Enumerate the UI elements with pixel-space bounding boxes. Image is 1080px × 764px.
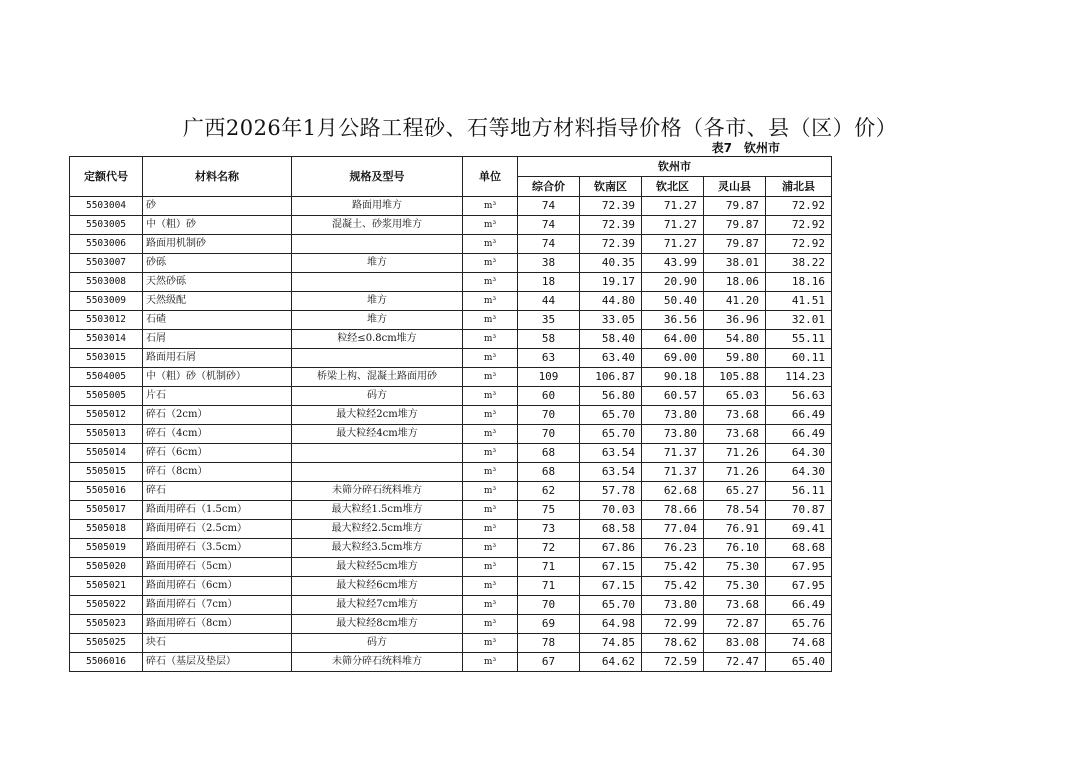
price-pubei: 65.40 <box>766 653 832 672</box>
price-qinnan: 64.98 <box>580 615 642 634</box>
header-col-composite: 综合价 <box>518 177 580 197</box>
price-qinnan: 67.15 <box>580 577 642 596</box>
material-unit: m³ <box>463 653 518 672</box>
material-unit: m³ <box>463 292 518 311</box>
price-pubei: 72.92 <box>766 216 832 235</box>
table-row <box>70 520 832 539</box>
price-qinnan: 70.03 <box>580 501 642 520</box>
price-pubei: 72.92 <box>766 235 832 254</box>
material-code: 5503008 <box>70 273 143 292</box>
price-qinnan: 65.70 <box>580 406 642 425</box>
price-composite: 38 <box>518 254 580 273</box>
price-lingshan: 38.01 <box>704 254 766 273</box>
price-lingshan: 41.20 <box>704 292 766 311</box>
material-name: 碎石（4cm） <box>143 425 292 444</box>
material-name: 碎石（6cm） <box>143 444 292 463</box>
material-spec: 最大粒经5cm堆方 <box>292 558 463 577</box>
material-spec: 堆方 <box>292 311 463 330</box>
price-pubei: 66.49 <box>766 596 832 615</box>
material-code: 5505016 <box>70 482 143 501</box>
price-qinnan: 65.70 <box>580 596 642 615</box>
price-pubei: 69.41 <box>766 520 832 539</box>
table-row <box>70 235 832 254</box>
price-pubei: 67.95 <box>766 558 832 577</box>
price-qinbei: 78.66 <box>642 501 704 520</box>
price-composite: 74 <box>518 235 580 254</box>
price-qinnan: 65.70 <box>580 425 642 444</box>
material-code: 5505018 <box>70 520 143 539</box>
material-unit: m³ <box>463 444 518 463</box>
table-row <box>70 311 832 330</box>
price-qinbei: 77.04 <box>642 520 704 539</box>
header-col-qinnan: 钦南区 <box>580 177 642 197</box>
price-pubei: 41.51 <box>766 292 832 311</box>
table-row <box>70 539 832 558</box>
price-lingshan: 72.87 <box>704 615 766 634</box>
price-qinnan: 72.39 <box>580 197 642 216</box>
table-row <box>70 349 832 368</box>
material-code: 5505017 <box>70 501 143 520</box>
material-spec: 最大粒经2.5cm堆方 <box>292 520 463 539</box>
material-spec <box>292 444 463 463</box>
material-code: 5505015 <box>70 463 143 482</box>
price-lingshan: 65.27 <box>704 482 766 501</box>
price-pubei: 74.68 <box>766 634 832 653</box>
material-spec: 最大粒经7cm堆方 <box>292 596 463 615</box>
material-code: 5505023 <box>70 615 143 634</box>
price-composite: 67 <box>518 653 580 672</box>
header-code: 定额代号 <box>70 157 143 197</box>
material-name: 碎石 <box>143 482 292 501</box>
material-unit: m³ <box>463 634 518 653</box>
price-pubei: 64.30 <box>766 444 832 463</box>
price-qinbei: 20.90 <box>642 273 704 292</box>
price-composite: 58 <box>518 330 580 349</box>
price-lingshan: 78.54 <box>704 501 766 520</box>
price-pubei: 56.11 <box>766 482 832 501</box>
table-row <box>70 425 832 444</box>
material-unit: m³ <box>463 425 518 444</box>
price-qinbei: 75.42 <box>642 558 704 577</box>
price-qinbei: 69.00 <box>642 349 704 368</box>
material-name: 块石 <box>143 634 292 653</box>
material-unit: m³ <box>463 197 518 216</box>
price-qinbei: 64.00 <box>642 330 704 349</box>
price-lingshan: 75.30 <box>704 577 766 596</box>
material-name: 碎石（8cm） <box>143 463 292 482</box>
material-name: 碎石（基层及垫层） <box>143 653 292 672</box>
price-pubei: 18.16 <box>766 273 832 292</box>
price-composite: 74 <box>518 197 580 216</box>
material-code: 5504005 <box>70 368 143 387</box>
document-title: 广西2026年1月公路工程砂、石等地方材料指导价格（各市、县（区）价） <box>182 116 898 140</box>
table-row <box>70 577 832 596</box>
price-pubei: 64.30 <box>766 463 832 482</box>
material-name: 路面用碎石（2.5cm） <box>143 520 292 539</box>
price-pubei: 56.63 <box>766 387 832 406</box>
price-composite: 78 <box>518 634 580 653</box>
header-unit: 单位 <box>463 157 518 197</box>
price-qinbei: 71.27 <box>642 235 704 254</box>
material-unit: m³ <box>463 406 518 425</box>
price-qinnan: 72.39 <box>580 235 642 254</box>
price-lingshan: 83.08 <box>704 634 766 653</box>
material-spec: 最大粒经2cm堆方 <box>292 406 463 425</box>
price-qinnan: 63.54 <box>580 444 642 463</box>
price-composite: 70 <box>518 596 580 615</box>
table-row <box>70 292 832 311</box>
price-qinbei: 73.80 <box>642 596 704 615</box>
material-name: 路面用碎石（3.5cm） <box>143 539 292 558</box>
material-unit: m³ <box>463 368 518 387</box>
material-unit: m³ <box>463 558 518 577</box>
material-code: 5503015 <box>70 349 143 368</box>
material-unit: m³ <box>463 596 518 615</box>
material-code: 5503014 <box>70 330 143 349</box>
price-pubei: 66.49 <box>766 406 832 425</box>
table-row <box>70 444 832 463</box>
material-code: 5505021 <box>70 577 143 596</box>
price-lingshan: 105.88 <box>704 368 766 387</box>
price-qinnan: 64.62 <box>580 653 642 672</box>
material-spec: 最大粒经3.5cm堆方 <box>292 539 463 558</box>
material-unit: m³ <box>463 349 518 368</box>
material-unit: m³ <box>463 463 518 482</box>
price-lingshan: 73.68 <box>704 425 766 444</box>
material-code: 5505025 <box>70 634 143 653</box>
price-qinnan: 56.80 <box>580 387 642 406</box>
price-lingshan: 59.80 <box>704 349 766 368</box>
material-unit: m³ <box>463 216 518 235</box>
price-composite: 74 <box>518 216 580 235</box>
price-qinbei: 73.80 <box>642 406 704 425</box>
price-qinbei: 76.23 <box>642 539 704 558</box>
header-col-qinbei: 钦北区 <box>642 177 704 197</box>
price-pubei: 38.22 <box>766 254 832 273</box>
price-composite: 70 <box>518 406 580 425</box>
material-name: 天然级配 <box>143 292 292 311</box>
material-code: 5505013 <box>70 425 143 444</box>
table-row <box>70 634 832 653</box>
material-name: 中（粗）砂（机制砂） <box>143 368 292 387</box>
material-spec <box>292 235 463 254</box>
material-unit: m³ <box>463 235 518 254</box>
material-code: 5505014 <box>70 444 143 463</box>
price-composite: 60 <box>518 387 580 406</box>
material-name: 片石 <box>143 387 292 406</box>
price-lingshan: 18.06 <box>704 273 766 292</box>
price-composite: 71 <box>518 577 580 596</box>
price-lingshan: 36.96 <box>704 311 766 330</box>
material-spec: 堆方 <box>292 254 463 273</box>
price-qinnan: 58.40 <box>580 330 642 349</box>
material-spec: 最大粒经8cm堆方 <box>292 615 463 634</box>
material-name: 路面用碎石（1.5cm） <box>143 501 292 520</box>
price-composite: 35 <box>518 311 580 330</box>
material-name: 石屑 <box>143 330 292 349</box>
material-spec: 未筛分碎石统料堆方 <box>292 482 463 501</box>
material-unit: m³ <box>463 615 518 634</box>
material-code: 5503006 <box>70 235 143 254</box>
material-spec: 码方 <box>292 387 463 406</box>
material-name: 路面用碎石（6cm） <box>143 577 292 596</box>
price-pubei: 60.11 <box>766 349 832 368</box>
material-unit: m³ <box>463 387 518 406</box>
material-unit: m³ <box>463 311 518 330</box>
price-lingshan: 76.91 <box>704 520 766 539</box>
material-name: 砂 <box>143 197 292 216</box>
price-qinbei: 73.80 <box>642 425 704 444</box>
material-spec: 最大粒经4cm堆方 <box>292 425 463 444</box>
price-lingshan: 72.47 <box>704 653 766 672</box>
table-row <box>70 254 832 273</box>
price-qinnan: 106.87 <box>580 368 642 387</box>
price-qinnan: 40.35 <box>580 254 642 273</box>
material-name: 路面用碎石（5cm） <box>143 558 292 577</box>
material-name: 路面用碎石（7cm） <box>143 596 292 615</box>
material-code: 5503007 <box>70 254 143 273</box>
material-code: 5505012 <box>70 406 143 425</box>
price-qinnan: 67.86 <box>580 539 642 558</box>
material-unit: m³ <box>463 482 518 501</box>
material-spec <box>292 463 463 482</box>
price-table <box>69 156 832 672</box>
price-pubei: 32.01 <box>766 311 832 330</box>
material-name: 路面用碎石（8cm） <box>143 615 292 634</box>
table-row <box>70 653 832 672</box>
price-qinnan: 68.58 <box>580 520 642 539</box>
price-qinnan: 74.85 <box>580 634 642 653</box>
price-qinnan: 63.54 <box>580 463 642 482</box>
price-lingshan: 71.26 <box>704 463 766 482</box>
material-spec: 最大粒经1.5cm堆方 <box>292 501 463 520</box>
price-qinbei: 71.37 <box>642 444 704 463</box>
table-row <box>70 615 832 634</box>
price-lingshan: 54.80 <box>704 330 766 349</box>
price-qinbei: 72.99 <box>642 615 704 634</box>
price-composite: 62 <box>518 482 580 501</box>
material-name: 砂砾 <box>143 254 292 273</box>
header-name: 材料名称 <box>143 157 292 197</box>
material-spec: 堆方 <box>292 292 463 311</box>
price-composite: 72 <box>518 539 580 558</box>
material-name: 石碴 <box>143 311 292 330</box>
price-qinnan: 44.80 <box>580 292 642 311</box>
table-row <box>70 216 832 235</box>
material-code: 5505005 <box>70 387 143 406</box>
material-name: 路面用石屑 <box>143 349 292 368</box>
material-spec: 桥梁上构、混凝土路面用砂 <box>292 368 463 387</box>
material-spec: 码方 <box>292 634 463 653</box>
price-pubei: 67.95 <box>766 577 832 596</box>
material-name: 中（粗）砂 <box>143 216 292 235</box>
price-qinbei: 71.37 <box>642 463 704 482</box>
table-row <box>70 387 832 406</box>
table-row <box>70 463 832 482</box>
price-composite: 73 <box>518 520 580 539</box>
table-label: 表7 钦州市 <box>711 141 780 155</box>
material-spec <box>292 273 463 292</box>
material-unit: m³ <box>463 273 518 292</box>
price-composite: 75 <box>518 501 580 520</box>
price-qinnan: 63.40 <box>580 349 642 368</box>
material-name: 天然砂砾 <box>143 273 292 292</box>
material-unit: m³ <box>463 539 518 558</box>
price-composite: 69 <box>518 615 580 634</box>
price-pubei: 55.11 <box>766 330 832 349</box>
material-unit: m³ <box>463 330 518 349</box>
price-qinnan: 67.15 <box>580 558 642 577</box>
material-spec: 混凝土、砂浆用堆方 <box>292 216 463 235</box>
price-composite: 109 <box>518 368 580 387</box>
price-qinbei: 90.18 <box>642 368 704 387</box>
price-composite: 71 <box>518 558 580 577</box>
material-code: 5506016 <box>70 653 143 672</box>
table-row <box>70 368 832 387</box>
price-composite: 68 <box>518 463 580 482</box>
table-row <box>70 596 832 615</box>
price-composite: 63 <box>518 349 580 368</box>
price-qinbei: 75.42 <box>642 577 704 596</box>
header-col-pubei: 浦北县 <box>766 177 832 197</box>
material-spec: 未筛分碎石统料堆方 <box>292 653 463 672</box>
material-spec: 路面用堆方 <box>292 197 463 216</box>
price-pubei: 65.76 <box>766 615 832 634</box>
material-spec: 粒经≤0.8cm堆方 <box>292 330 463 349</box>
price-qinnan: 72.39 <box>580 216 642 235</box>
header-spec: 规格及型号 <box>292 157 463 197</box>
price-qinnan: 33.05 <box>580 311 642 330</box>
material-code: 5503005 <box>70 216 143 235</box>
material-unit: m³ <box>463 501 518 520</box>
material-spec: 最大粒经6cm堆方 <box>292 577 463 596</box>
material-code: 5505022 <box>70 596 143 615</box>
price-qinbei: 43.99 <box>642 254 704 273</box>
material-name: 路面用机制砂 <box>143 235 292 254</box>
table-row <box>70 197 832 216</box>
price-qinbei: 78.62 <box>642 634 704 653</box>
price-qinbei: 62.68 <box>642 482 704 501</box>
price-qinbei: 71.27 <box>642 216 704 235</box>
material-code: 5503004 <box>70 197 143 216</box>
price-lingshan: 73.68 <box>704 406 766 425</box>
material-code: 5505020 <box>70 558 143 577</box>
price-composite: 70 <box>518 425 580 444</box>
price-qinbei: 50.40 <box>642 292 704 311</box>
material-code: 5503009 <box>70 292 143 311</box>
price-pubei: 114.23 <box>766 368 832 387</box>
price-pubei: 66.49 <box>766 425 832 444</box>
table-row <box>70 501 832 520</box>
price-pubei: 72.92 <box>766 197 832 216</box>
table-row <box>70 273 832 292</box>
price-qinbei: 36.56 <box>642 311 704 330</box>
price-lingshan: 71.26 <box>704 444 766 463</box>
material-unit: m³ <box>463 577 518 596</box>
price-composite: 44 <box>518 292 580 311</box>
header-col-lingshan: 灵山县 <box>704 177 766 197</box>
material-spec <box>292 349 463 368</box>
price-lingshan: 79.87 <box>704 197 766 216</box>
material-code: 5505019 <box>70 539 143 558</box>
price-qinbei: 72.59 <box>642 653 704 672</box>
price-qinnan: 19.17 <box>580 273 642 292</box>
price-qinbei: 60.57 <box>642 387 704 406</box>
price-pubei: 70.87 <box>766 501 832 520</box>
price-lingshan: 73.68 <box>704 596 766 615</box>
table-row <box>70 558 832 577</box>
table-row <box>70 482 832 501</box>
table-row <box>70 330 832 349</box>
table-row <box>70 406 832 425</box>
material-unit: m³ <box>463 520 518 539</box>
material-code: 5503012 <box>70 311 143 330</box>
price-composite: 18 <box>518 273 580 292</box>
price-lingshan: 75.30 <box>704 558 766 577</box>
price-lingshan: 79.87 <box>704 216 766 235</box>
price-composite: 68 <box>518 444 580 463</box>
price-lingshan: 79.87 <box>704 235 766 254</box>
price-qinnan: 57.78 <box>580 482 642 501</box>
price-pubei: 68.68 <box>766 539 832 558</box>
material-unit: m³ <box>463 254 518 273</box>
price-qinbei: 71.27 <box>642 197 704 216</box>
price-lingshan: 76.10 <box>704 539 766 558</box>
table-body <box>70 197 832 672</box>
material-name: 碎石（2cm） <box>143 406 292 425</box>
header-city: 钦州市 <box>518 157 832 177</box>
price-lingshan: 65.03 <box>704 387 766 406</box>
